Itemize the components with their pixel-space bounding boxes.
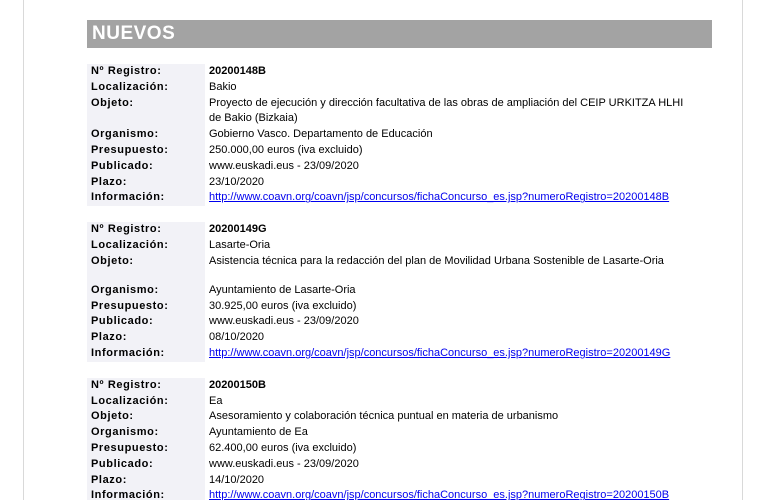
organismo-label: Organismo: bbox=[87, 283, 205, 299]
organismo-value: Gobierno Vasco. Departamento de Educación bbox=[209, 128, 433, 141]
registro-value: 20200150B bbox=[209, 378, 266, 391]
record-item bbox=[87, 64, 712, 206]
presupuesto-label: Presupuesto: bbox=[87, 299, 205, 315]
objeto-label: Objeto: bbox=[87, 409, 205, 425]
informacion-cell bbox=[205, 346, 712, 362]
record-row-localizacion bbox=[87, 394, 712, 410]
organismo-label: Organismo: bbox=[87, 127, 205, 143]
page-frame-left-border bbox=[23, 0, 24, 500]
localizacion-label: Localización: bbox=[87, 394, 205, 410]
plazo-label: Plazo: bbox=[87, 175, 205, 191]
record-row-publicado bbox=[87, 159, 712, 175]
record-row-localizacion bbox=[87, 238, 712, 254]
objeto-label: Objeto: bbox=[87, 254, 205, 283]
informacion-cell bbox=[205, 190, 712, 206]
record-row-plazo bbox=[87, 175, 712, 191]
objeto-value: Asistencia técnica para la redacción del plan de Movilidad Urbana Sostenible de Lasarte-Oria bbox=[209, 254, 664, 267]
record-row-registro bbox=[87, 222, 712, 238]
registro-label: Nº Registro: bbox=[87, 64, 205, 80]
objeto-value: Proyecto de ejecución y dirección facultativa de las obras de ampliación del CEIP URKITZA HLHI de Bakio (Bizkaia) bbox=[209, 96, 684, 125]
record-row-publicado bbox=[87, 314, 712, 330]
informacion-label: Información: bbox=[87, 190, 205, 206]
record-item bbox=[87, 378, 712, 500]
plazo-value: 14/10/2020 bbox=[209, 473, 265, 486]
record-row-organismo bbox=[87, 283, 712, 299]
localizacion-value: Ea bbox=[209, 394, 223, 407]
localizacion-value: Bakio bbox=[209, 80, 237, 93]
informacion-link[interactable]: http://www.coavn.org/coavn/jsp/concursos/fichaConcurso_es.jsp?numeroRegistro=20200149G bbox=[209, 346, 671, 359]
presupuesto-label: Presupuesto: bbox=[87, 143, 205, 159]
presupuesto-value: 62.400,00 euros (iva excluido) bbox=[209, 441, 357, 454]
record-row-presupuesto bbox=[87, 441, 712, 457]
record-row-registro bbox=[87, 64, 712, 80]
informacion-label: Información: bbox=[87, 488, 205, 500]
record-row-localizacion bbox=[87, 80, 712, 96]
record-row-organismo bbox=[87, 127, 712, 143]
publicado-label: Publicado: bbox=[87, 159, 205, 175]
registro-value: 20200148B bbox=[209, 65, 266, 77]
publicado-value: www.euskadi.eus - 23/09/2020 bbox=[209, 457, 359, 470]
record-row-registro bbox=[87, 378, 712, 394]
plazo-value: 08/10/2020 bbox=[209, 331, 265, 344]
record-row-presupuesto bbox=[87, 143, 712, 159]
registro-value: 20200149G bbox=[209, 223, 267, 236]
record-row-plazo bbox=[87, 473, 712, 489]
record-row-objeto bbox=[87, 96, 712, 128]
localizacion-label: Localización: bbox=[87, 80, 205, 96]
localizacion-value: Lasarte-Oria bbox=[209, 238, 271, 251]
informacion-cell bbox=[205, 488, 712, 500]
publicado-label: Publicado: bbox=[87, 457, 205, 473]
publicado-value: www.euskadi.eus - 23/09/2020 bbox=[209, 159, 359, 172]
record-row-presupuesto bbox=[87, 299, 712, 315]
informacion-link[interactable]: http://www.coavn.org/coavn/jsp/concursos/fichaConcurso_es.jsp?numeroRegistro=20200150B bbox=[209, 489, 670, 500]
record-row-publicado bbox=[87, 457, 712, 473]
record-row-organismo bbox=[87, 425, 712, 441]
presupuesto-label: Presupuesto: bbox=[87, 441, 205, 457]
records-list bbox=[87, 64, 712, 500]
plazo-label: Plazo: bbox=[87, 330, 205, 346]
record-row-informacion bbox=[87, 346, 712, 362]
publicado-value: www.euskadi.eus - 23/09/2020 bbox=[209, 315, 359, 328]
presupuesto-value: 30.925,00 euros (iva excluido) bbox=[209, 299, 357, 312]
registro-label: Nº Registro: bbox=[87, 222, 205, 238]
section-title: NUEVOS bbox=[87, 20, 712, 48]
record-row-plazo bbox=[87, 330, 712, 346]
organismo-label: Organismo: bbox=[87, 425, 205, 441]
localizacion-label: Localización: bbox=[87, 238, 205, 254]
plazo-value: 23/10/2020 bbox=[209, 175, 265, 188]
presupuesto-value: 250.000,00 euros (iva excluido) bbox=[209, 143, 363, 156]
publicado-label: Publicado: bbox=[87, 314, 205, 330]
informacion-label: Información: bbox=[87, 346, 205, 362]
record-row-objeto bbox=[87, 254, 712, 283]
organismo-value: Ayuntamiento de Ea bbox=[209, 426, 308, 439]
record-row-informacion bbox=[87, 190, 712, 206]
objeto-value: Asesoramiento y colaboración técnica puntual en materia de urbanismo bbox=[209, 410, 559, 423]
record-row-objeto bbox=[87, 409, 712, 425]
registro-label: Nº Registro: bbox=[87, 378, 205, 394]
informacion-link[interactable]: http://www.coavn.org/coavn/jsp/concursos/fichaConcurso_es.jsp?numeroRegistro=20200148B bbox=[209, 191, 670, 204]
objeto-label: Objeto: bbox=[87, 96, 205, 128]
organismo-value: Ayuntamiento de Lasarte-Oria bbox=[209, 283, 356, 296]
record-item bbox=[87, 222, 712, 362]
page-frame-right-border bbox=[742, 0, 743, 500]
record-row-informacion bbox=[87, 488, 712, 500]
plazo-label: Plazo: bbox=[87, 473, 205, 489]
